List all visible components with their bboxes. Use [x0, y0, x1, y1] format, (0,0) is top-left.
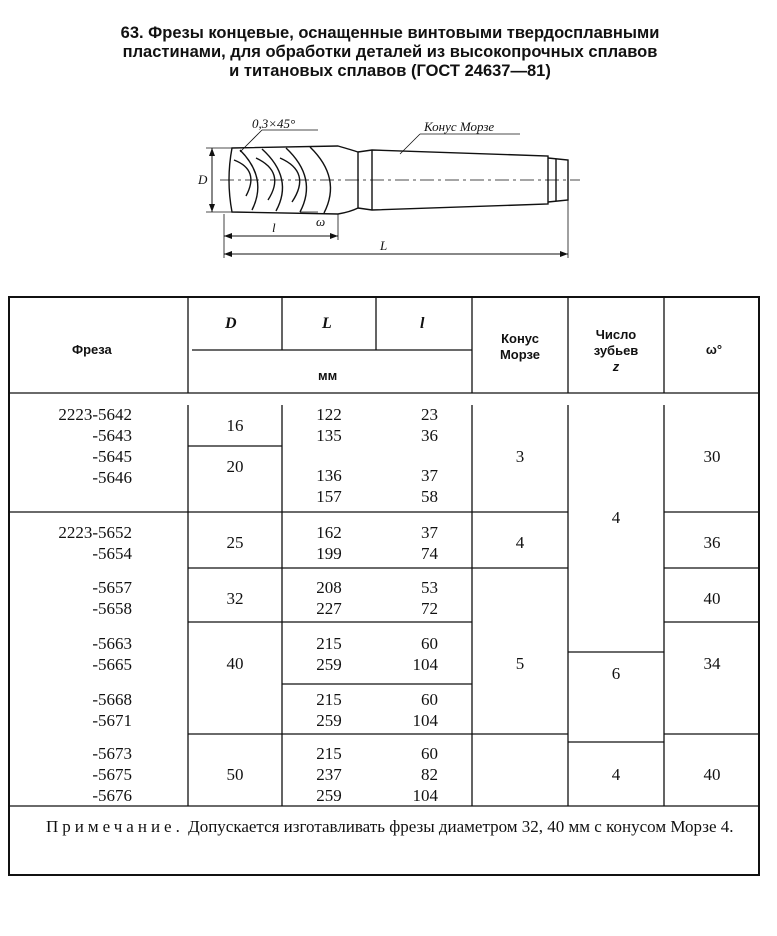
teeth-cell: 6	[611, 664, 621, 683]
header-cone-1: Конус	[501, 331, 539, 346]
header-teeth-1: Число	[595, 327, 637, 342]
L-cell: 162	[316, 523, 342, 542]
l-cell: 53	[421, 578, 438, 597]
l-cell: 104	[412, 655, 438, 674]
header-teeth-3: z	[612, 359, 620, 374]
l-cell: 60	[421, 744, 438, 763]
designation-cell: -5673	[92, 744, 132, 763]
designation-cell: 2223-5652	[58, 523, 132, 542]
header-teeth-2: зубьев	[593, 343, 639, 358]
designation-cell: -5646	[92, 468, 132, 487]
designation-cell: -5668	[92, 690, 132, 709]
cone-label: Конус Морзе	[424, 119, 495, 134]
omega-cell: 40	[703, 589, 721, 608]
header-L: L	[322, 315, 332, 332]
header-D: D	[225, 315, 237, 332]
D-cell: 16	[226, 416, 244, 435]
dim-L-label: L	[380, 238, 388, 253]
header-l: l	[420, 315, 425, 332]
omega-cell: 40	[703, 765, 721, 784]
l-cell: 60	[421, 690, 438, 709]
dim-D-label: D	[198, 172, 208, 187]
designation-cell: -5663	[92, 634, 132, 653]
designation-cell: -5671	[92, 711, 132, 730]
header-cone-2: Морзе	[499, 347, 541, 362]
designation-cell: -5676	[92, 786, 132, 805]
cone-cell: 4	[515, 533, 525, 552]
designation-cell: 2223-5642	[58, 405, 132, 424]
designation-cell: -5658	[92, 599, 132, 618]
L-cell: 259	[316, 655, 342, 674]
table-note	[46, 816, 746, 837]
l-cell: 74	[421, 544, 438, 563]
cone-cell: 3	[515, 447, 525, 466]
L-cell: 199	[316, 544, 342, 563]
designation-cell: -5675	[92, 765, 132, 784]
designation-cell: -5643	[92, 426, 132, 445]
l-cell: 104	[412, 711, 438, 730]
D-cell: 20	[226, 457, 244, 476]
l-cell: 37	[421, 466, 438, 485]
header-omega: ω°	[705, 342, 723, 357]
omega-cell: 34	[703, 654, 721, 673]
L-cell: 215	[316, 634, 342, 653]
L-cell: 136	[316, 466, 342, 485]
note-label: Примечание.	[46, 817, 184, 836]
L-cell: 215	[316, 690, 342, 709]
designation-cell: -5654	[92, 544, 132, 563]
designation-cell: -5657	[92, 578, 132, 597]
teeth-cell: 4	[611, 765, 621, 784]
omega-cell: 30	[703, 447, 721, 466]
L-cell: 122	[316, 405, 342, 424]
l-cell: 58	[421, 487, 438, 506]
D-cell: 40	[226, 654, 244, 673]
title-line-1: 63. Фрезы концевые, оснащенные винтовыми твердосплавными	[120, 24, 660, 42]
D-cell: 50	[226, 765, 244, 784]
l-cell: 37	[421, 523, 438, 542]
l-cell: 72	[421, 599, 438, 618]
cone-cell: 5	[515, 654, 525, 673]
L-cell: 237	[316, 765, 342, 784]
title-line-2: пластинами, для обработки деталей из высокопрочных сплавов	[122, 43, 658, 61]
omega-cell: 36	[703, 533, 721, 552]
L-cell: 157	[316, 487, 342, 506]
teeth-cell: 4	[611, 508, 621, 527]
designation-cell: -5645	[92, 447, 132, 466]
dim-l-label: l	[272, 220, 276, 235]
l-cell: 82	[421, 765, 438, 784]
chamfer-label: 0,3×45°	[252, 116, 296, 131]
header-mill: Фреза	[72, 342, 112, 357]
designation-cell: -5665	[92, 655, 132, 674]
L-cell: 227	[316, 599, 342, 618]
header-mm: мм	[318, 368, 338, 383]
note-text: Допускается изготавливать фрезы диаметром 32, 40 мм с конусом Морзе 4.	[188, 817, 734, 836]
omega-label: ω	[316, 214, 326, 229]
L-cell: 259	[316, 786, 342, 805]
L-cell: 215	[316, 744, 342, 763]
L-cell: 135	[316, 426, 342, 445]
title-line-3: и титановых сплавов (ГОСТ 24637—81)	[229, 62, 551, 80]
D-cell: 32	[226, 589, 244, 608]
l-cell: 60	[421, 634, 438, 653]
l-cell: 36	[421, 426, 438, 445]
L-cell: 259	[316, 711, 342, 730]
L-cell: 208	[316, 578, 342, 597]
D-cell: 25	[226, 533, 244, 552]
l-cell: 104	[412, 786, 438, 805]
l-cell: 23	[421, 405, 438, 424]
